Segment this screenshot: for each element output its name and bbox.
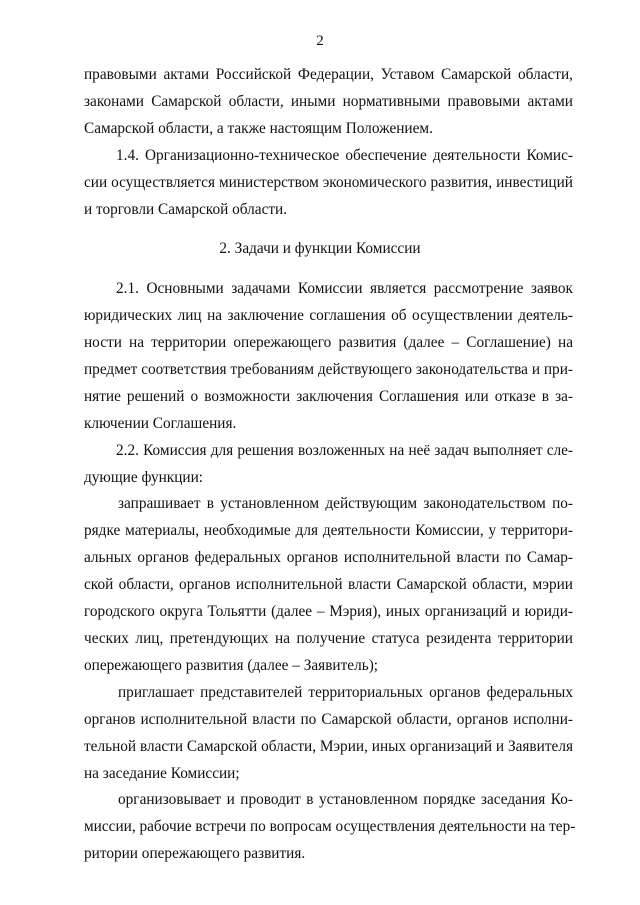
text-line: организовывает и проводит в установленном порядке заседания Ко-	[118, 791, 573, 808]
text-line: и торговли Самарской области.	[84, 201, 288, 218]
text-line: запрашивает в установленном действующим законодательством по-	[118, 495, 573, 512]
text-line: городского округа Тольятти (далее – Мэрия), иных организаций и юриди-	[84, 603, 573, 620]
text-line: альных органов федеральных органов исполнительной власти по Самар-	[84, 549, 573, 566]
text-line: ключении Соглашения.	[84, 415, 237, 432]
text-line: дующие функции:	[84, 469, 204, 486]
text-line: ческих лиц, претендующих на получение статуса резидента территории	[84, 630, 573, 647]
text-line: нятие решений о возможности заключения Соглашения или отказе в за-	[84, 388, 573, 405]
text-line: сии осуществляется министерством экономического развития, инвестиций	[84, 174, 573, 191]
text-line: ской области, органов исполнительной власти Самарской области, мэрии	[84, 576, 573, 593]
section-heading: 2. Задачи и функции Комиссии	[219, 240, 421, 257]
text-line: на заседание Комиссии;	[84, 765, 240, 782]
text-line: рядке материалы, необходимые для деятельности Комиссии, у территори-	[84, 522, 573, 539]
text-line: правовыми актами Российской Федерации, Уставом Самарской области,	[84, 66, 573, 83]
text-line: тельной власти Самарской области, Мэрии, иных организаций и Заявителя	[84, 738, 573, 755]
page-number: 2	[316, 33, 324, 49]
text-line: Самарской области, а также настоящим Положением.	[84, 120, 433, 137]
text-line: предмет соответствия требованиям действующего законодательства и при-	[84, 361, 573, 378]
text-line: юридических лиц на заключение соглашения об осуществлении деятель-	[84, 307, 573, 324]
text-line: опережающего развития (далее – Заявитель);	[84, 657, 379, 674]
text-line: ности на территории опережающего развития (далее – Соглашение) на	[84, 334, 573, 351]
text-line: 2.2. Комиссия для решения возложенных на неё задач выполняет сле-	[116, 442, 573, 459]
text-line: 2.1. Основными задачами Комиссии является рассмотрение заявок	[116, 280, 573, 297]
text-line: законами Самарской области, иными нормативными правовыми актами	[84, 93, 573, 110]
text-line: приглашает представителей территориальных органов федеральных	[118, 684, 573, 701]
text-line: ритории опережающего развития.	[84, 845, 306, 862]
text-line: органов исполнительной власти по Самарской области, органов исполни-	[84, 711, 573, 728]
text-line: миссии, рабочие встречи по вопросам осуществления деятельности на тер-	[84, 818, 576, 835]
text-line: 1.4. Организационно-техническое обеспечение деятельности Комис-	[116, 147, 573, 164]
